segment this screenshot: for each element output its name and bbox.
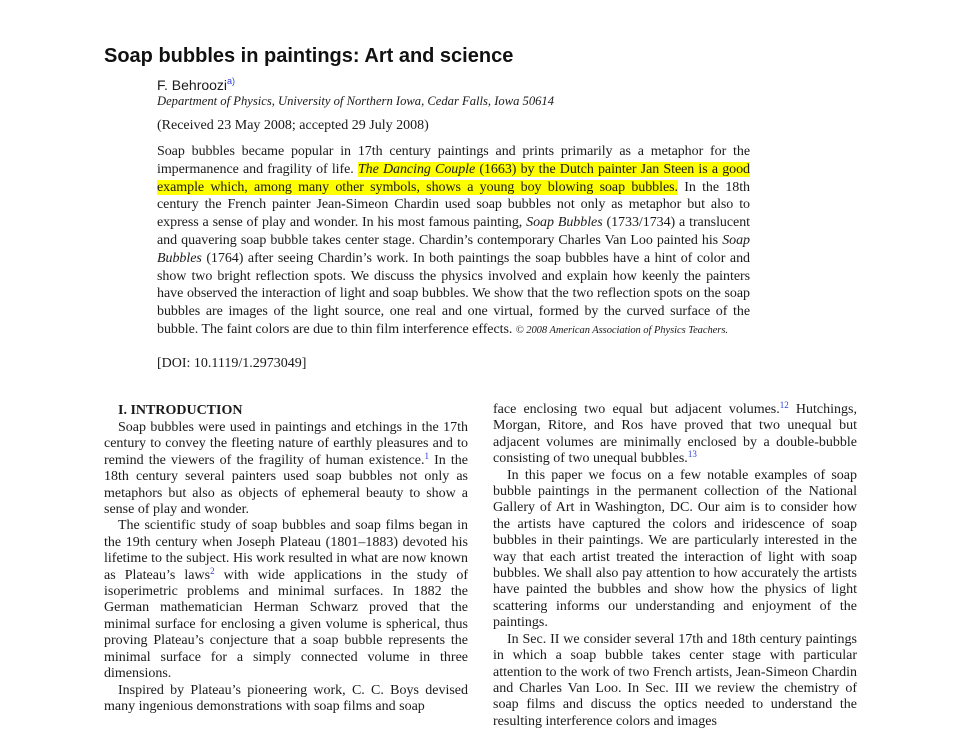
intro-paragraph-1	[104, 420, 468, 518]
paragraph-text: Soap bubbles were used in paintings and etchings in the 17th century to convey the fleeting nature of earthly pleasures and to remind the viewers of the fragility of human existence.	[104, 420, 468, 468]
author-footnote-marker[interactable]: a)	[227, 76, 236, 86]
reference-link-13[interactable]: 13	[687, 449, 697, 460]
highlighted-painting-title: The Dancing Couple	[357, 161, 476, 177]
paragraph-text: In the 18th century several painters used soap bubbles not only as metaphors but also as objects of ephemeral beauty to show a sense of play and wonder.	[104, 452, 468, 518]
intro-paragraph-2	[104, 518, 468, 682]
abstract	[157, 143, 750, 340]
highlighted-sentence: (1663) by the Dutch painter Jan Steen is a good example which, among many other symbols, shows a young boy blowing soap bubbles.	[157, 161, 750, 195]
author-name: F. Behroozi	[157, 77, 228, 93]
affiliation: Department of Physics, University of Northern Iowa, Cedar Falls, Iowa 50614	[157, 94, 555, 108]
paragraph-text: The scientific study of soap bubbles and soap films began in the 19th century when Joseph Plateau (1801–1883) devoted his lifetime to the subject. His work resulted in what are now known as Plateau’s laws	[104, 518, 468, 583]
paragraph-text: Hutchings, Morgan, Ritore, and Ros have proved that two unequal but adjacent volumes are minimally enclosed by a double-bubble consisting of two unequal bubbles.	[493, 402, 857, 467]
reference-link-12[interactable]: 12	[779, 400, 789, 410]
paragraph-text: with wide applications in the study of isoperimetric problems and minimal surfaces. In 1882 the German mathematician Herman Schwarz proved that the minimal surface for enclosing a given volume is spherical, thus proving Plateau’s conjecture that a soap bubble represents the minimal surface for a simply connected volume in three dimensions.	[104, 567, 469, 682]
painting-title-van-loo: Soap Bubbles	[157, 232, 750, 266]
left-column	[104, 402, 468, 715]
section-heading-introduction: I. INTRODUCTION	[118, 403, 243, 418]
received-dates: (Received 23 May 2008; accepted 29 July 2008)	[157, 118, 429, 133]
right-column	[493, 402, 857, 730]
reference-link-1[interactable]: 1	[424, 450, 429, 461]
abstract-text-1: Soap bubbles became popular in 17th century paintings and prints primarily as a metaphor for the impermanence and fragility of life.	[157, 144, 750, 177]
continued-paragraph	[493, 402, 857, 468]
author-line	[157, 76, 235, 94]
paragraph-text: face enclosing two equal but adjacent volumes.	[493, 402, 780, 417]
abstract-text-2: In the 18th century the French painter Jean-Simeon Chardin used soap bubbles not only as metaphor but also to express a sense of play and wonder. In his most famous painting,	[157, 179, 751, 231]
aim-paragraph: In this paper we focus on a few notable examples of soap bubble paintings in the permanent collection of the National Gallery of Art in Washington, DC. Our aim is to consider how the artists have captured the colors and iridescence of soap bubbles in their paintings. We are particularly interested in the way that each artist treated the interaction of light with soap bubbles. We shall also pay attention to how accurately the artists have painted the bubbles and show how the physics of light scattering informs our understanding and enjoyment of the paintings.	[493, 467, 857, 631]
doi-line[interactable]: [DOI: 10.1119/1.2973049]	[157, 356, 307, 371]
intro-paragraph-3: Inspired by Plateau’s pioneering work, C. C. Boys devised many ingenious demonstrations with soap films and soap	[104, 682, 468, 714]
abstract-text-4: (1764) after seeing Chardin’s work. In both paintings the soap bubbles have a hint of color and show two bright reflection spots. We discuss the physics involved and explain how keenly the painters have observed the interaction of light and soap bubbles. We show that the two reflection spots on the soap bubbles are images of the light source, one real and one virtual, formed by the curved surface of the bubble. The faint colors are due to thin film interference effects.	[157, 250, 750, 337]
abstract-text-3: (1733/1734) a translucent and quavering soap bubble takes center stage. Chardin’s contemporary Charles Van Loo painted his	[157, 215, 750, 248]
reference-link-2[interactable]: 2	[210, 565, 215, 576]
outline-paragraph: In Sec. II we consider several 17th and 18th century paintings in which a soap bubble takes center stage with particular attention to the work of two French artists, Jean-Simeon Chardin and Charles Van Loo. In Sec. III we review the chemistry of soap films and discuss the optics needed to understand the resulting interference colors and images	[493, 631, 857, 729]
painting-title-chardin: Soap Bubbles	[526, 215, 603, 231]
copyright-notice: © 2008 American Association of Physics Teachers.	[515, 324, 728, 336]
paper-title: Soap bubbles in paintings: Art and science	[104, 45, 514, 67]
